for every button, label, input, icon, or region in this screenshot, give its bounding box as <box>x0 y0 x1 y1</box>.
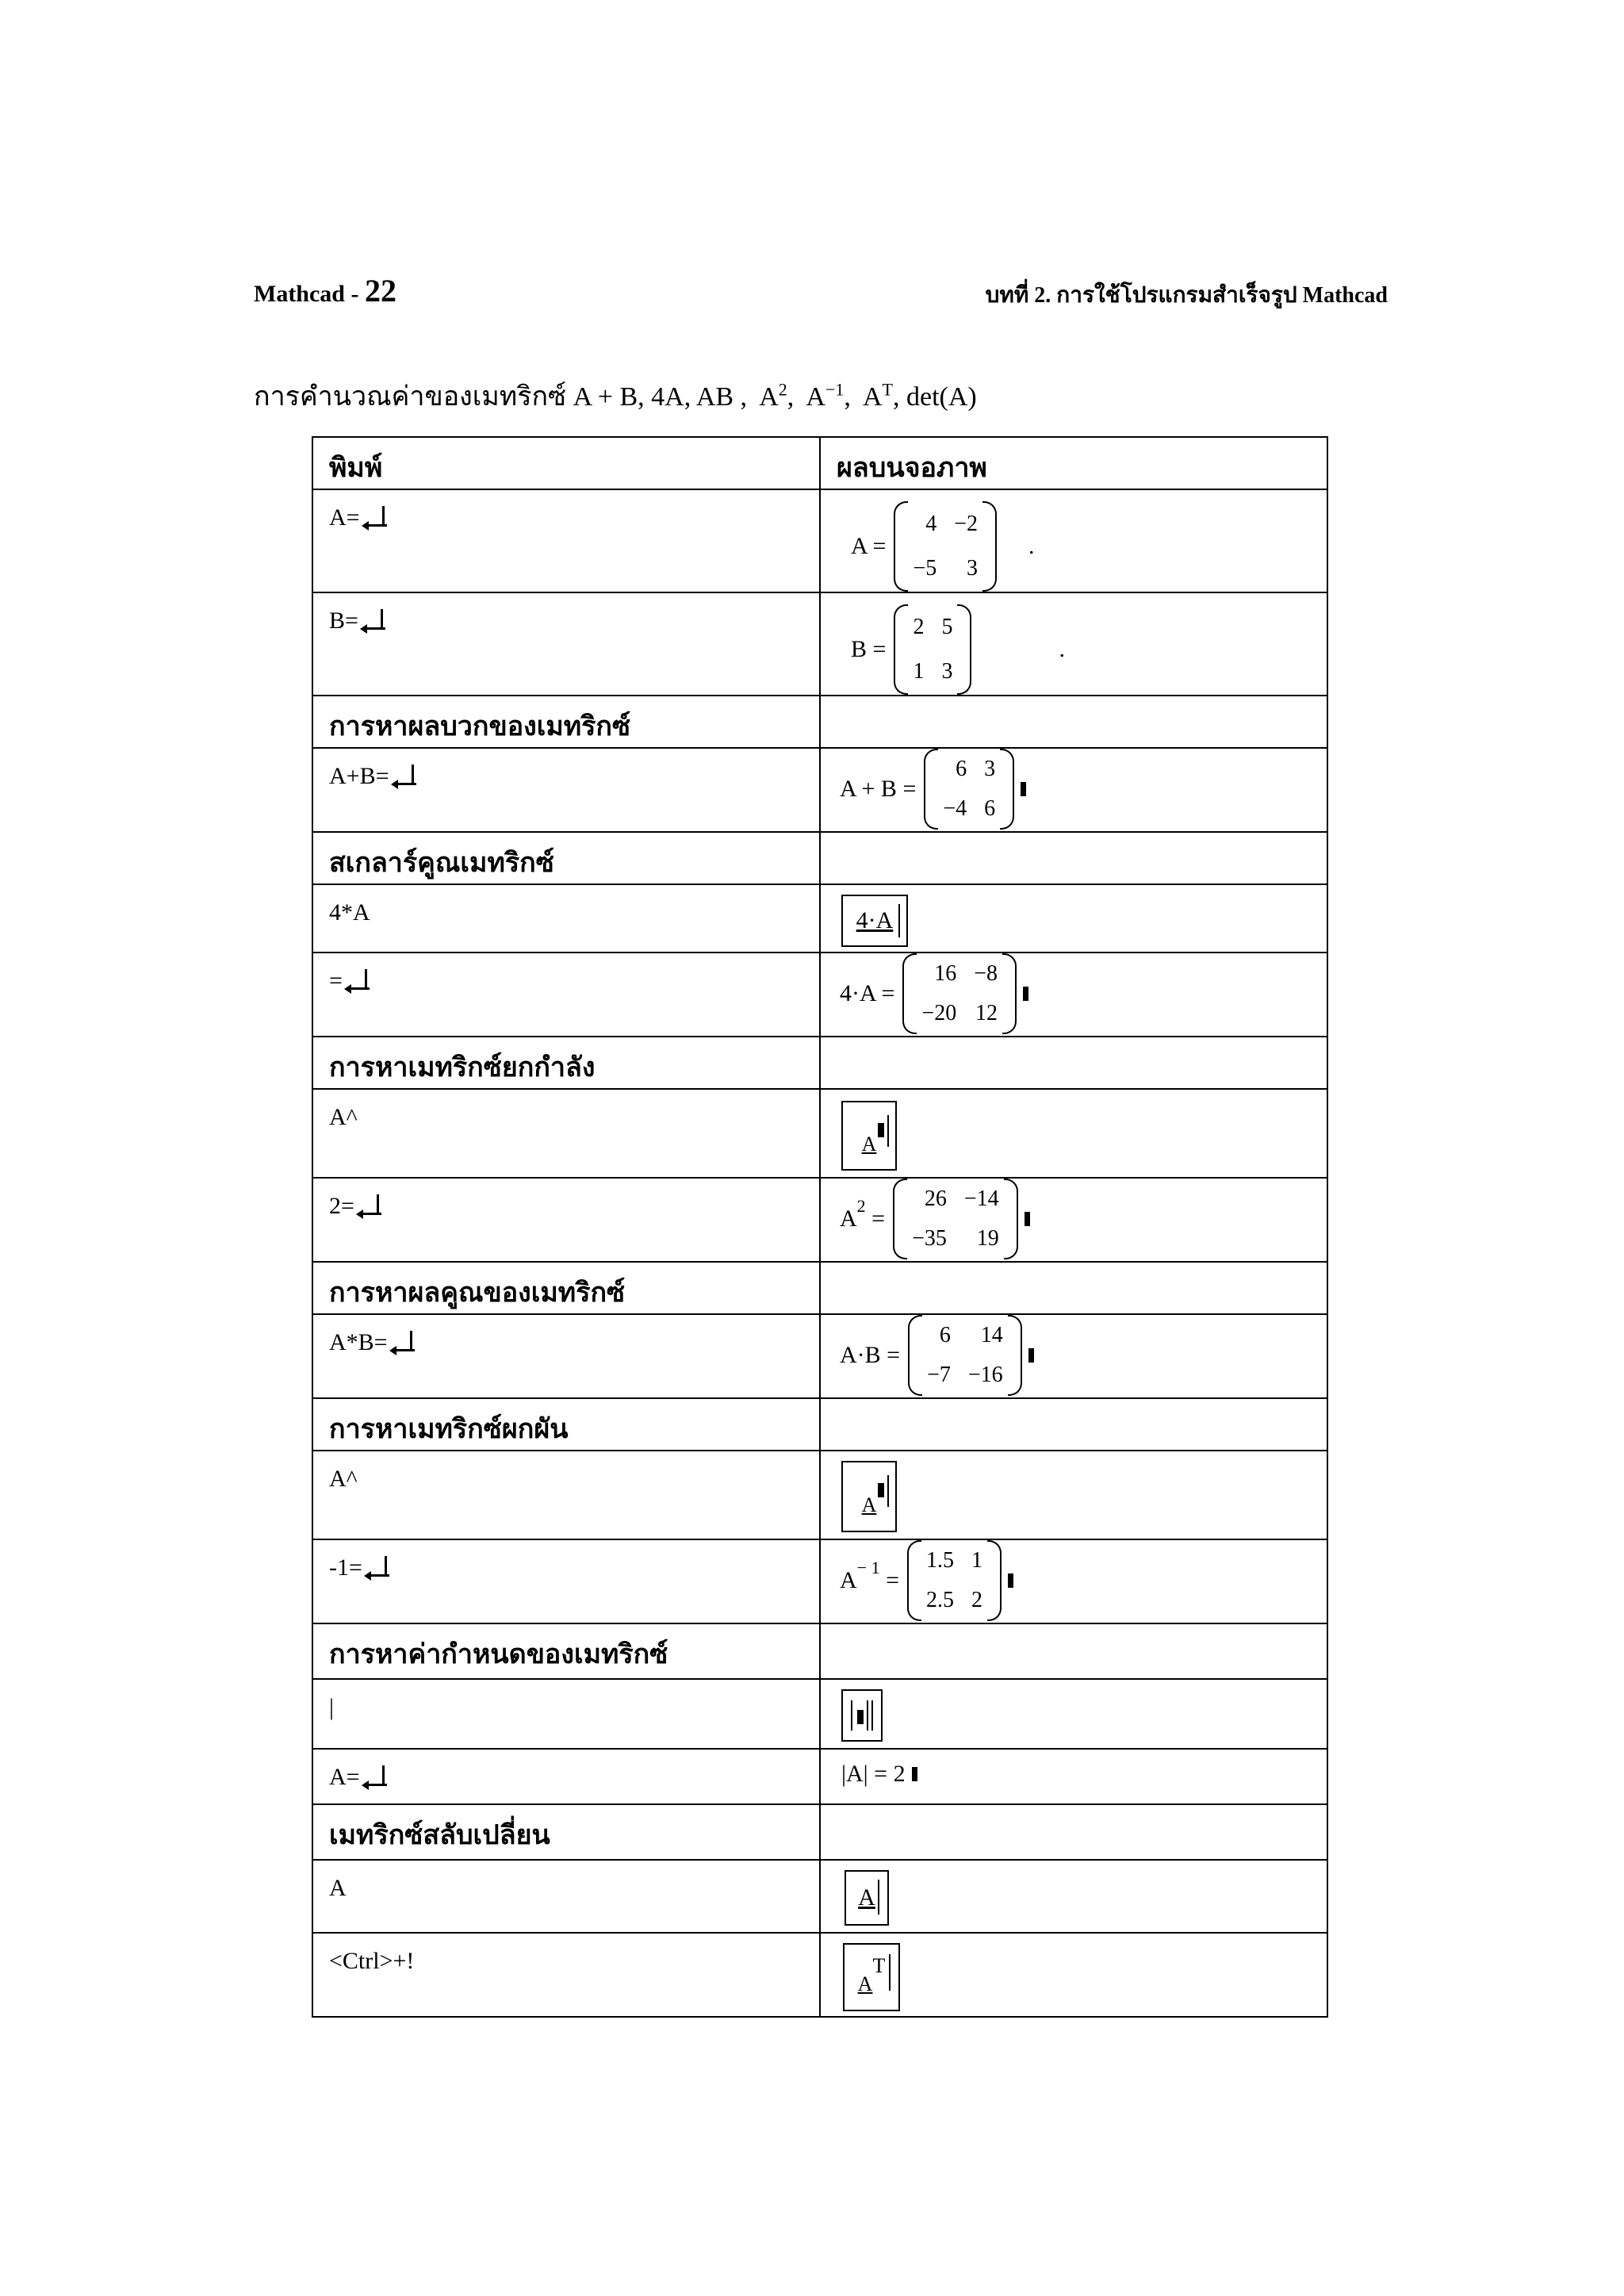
input-inverse: A^ <box>312 1451 820 1539</box>
matrix-sum: 6 3 −4 6 <box>924 749 1014 830</box>
result-mult: A·B = 6 14 −7 −16 <box>820 1314 1327 1398</box>
matrix-operations-table <box>312 436 1328 2018</box>
input-scalar: 4*A <box>312 884 820 953</box>
input-det-eq: A= <box>312 1749 820 1804</box>
input-b: B= <box>312 592 820 696</box>
result-b: B = 2 5 1 3 . <box>820 592 1327 696</box>
result-inverse: A − 1 = 1.5 1 2.5 2 <box>820 1539 1327 1623</box>
section-power: การหาเมทริกซ์ยกกำลัง <box>312 1037 820 1089</box>
section-scalar: สเกลาร์คูณเมทริกซ์ <box>312 832 820 884</box>
result-transpose-box <box>820 1860 1327 1933</box>
mathcad-placeholder-box: A <box>845 1870 889 1926</box>
empty-cell <box>820 1262 1327 1314</box>
intro-text: การคำนวณค่าของเมทริกซ์ A + B, 4A, AB , $A^2$, $A^{-1}$, $A^T$, det(A) <box>254 379 977 412</box>
input-transpose-key: <Ctrl>+! <box>312 1933 820 2017</box>
col-header-input: พิมพ์ <box>312 437 820 489</box>
matrix-inverse: 1.5 1 2.5 2 <box>907 1540 1002 1621</box>
section-determinant: การหาค่ากำหนดของเมทริกซ์ <box>312 1623 820 1679</box>
result-add: A + B = 6 3 −4 6 <box>820 748 1327 832</box>
input-power-eq: 2= <box>312 1178 820 1262</box>
empty-cell <box>820 1037 1327 1089</box>
input-power: A^ <box>312 1089 820 1178</box>
result-a: A = 4 −2 −5 3 . <box>820 489 1327 592</box>
matrix-product: 6 14 −7 −16 <box>908 1315 1022 1396</box>
page-number: 22 <box>364 273 396 309</box>
section-transpose: เมทริกซ์สลับเปลี่ยน <box>312 1804 820 1860</box>
result-det-box <box>820 1679 1327 1749</box>
matrix-power: 26 −14 −35 19 <box>893 1179 1018 1259</box>
empty-cell <box>820 1623 1327 1679</box>
result-scalar-box <box>820 884 1327 953</box>
enter-key-icon <box>364 1556 389 1577</box>
input-a: A= <box>312 489 820 592</box>
input-det: | <box>312 1679 820 1749</box>
result-det: |A| = 2 <box>820 1749 1327 1804</box>
mathcad-placeholder-box <box>841 1689 883 1742</box>
result-power: A 2 = 26 −14 −35 19 <box>820 1178 1327 1262</box>
matrix-b: 2 5 1 3 <box>894 604 971 695</box>
enter-key-icon <box>362 1765 387 1786</box>
chapter-title: บทที่ 2. การใช้โปรแกรมสำเร็จรูป Mathcad <box>985 283 1388 308</box>
enter-key-icon <box>362 506 387 527</box>
enter-key-icon <box>344 969 370 990</box>
col-header-result: ผลบนจอภาพ <box>820 437 1327 489</box>
matrix-a: 4 −2 −5 3 <box>894 501 997 592</box>
result-power-box <box>820 1089 1327 1178</box>
mathcad-placeholder-box: 4·A <box>841 895 908 947</box>
mathcad-placeholder-box: A <box>841 1101 897 1171</box>
result-inverse-box <box>820 1451 1327 1539</box>
section-inverse: การหาเมทริกซ์ผกผัน <box>312 1398 820 1451</box>
mathcad-placeholder-box: A <box>841 1461 897 1532</box>
page-header-left: Mathcad - 22 <box>254 273 396 309</box>
input-transpose: A <box>312 1860 820 1933</box>
mathcad-placeholder-box: A T <box>843 1943 900 2011</box>
input-add: A+B= <box>312 748 820 832</box>
input-scalar-eq: = <box>312 953 820 1037</box>
enter-key-icon <box>360 609 385 630</box>
matrix-scalar: 16 −8 −20 12 <box>902 953 1017 1034</box>
input-mult: A*B= <box>312 1314 820 1398</box>
empty-cell <box>820 1398 1327 1451</box>
enter-key-icon <box>389 1331 415 1351</box>
section-multiplication: การหาผลคูณของเมทริกซ์ <box>312 1262 820 1314</box>
result-scalar: 4·A = 16 −8 −20 12 <box>820 953 1327 1037</box>
input-inverse-eq: -1= <box>312 1539 820 1623</box>
enter-key-icon <box>391 765 416 785</box>
empty-cell <box>820 832 1327 884</box>
result-transpose <box>820 1933 1327 2017</box>
section-addition: การหาผลบวกของเมทริกซ์ <box>312 696 820 748</box>
empty-cell <box>820 696 1327 748</box>
empty-cell <box>820 1804 1327 1860</box>
enter-key-icon <box>356 1194 381 1215</box>
